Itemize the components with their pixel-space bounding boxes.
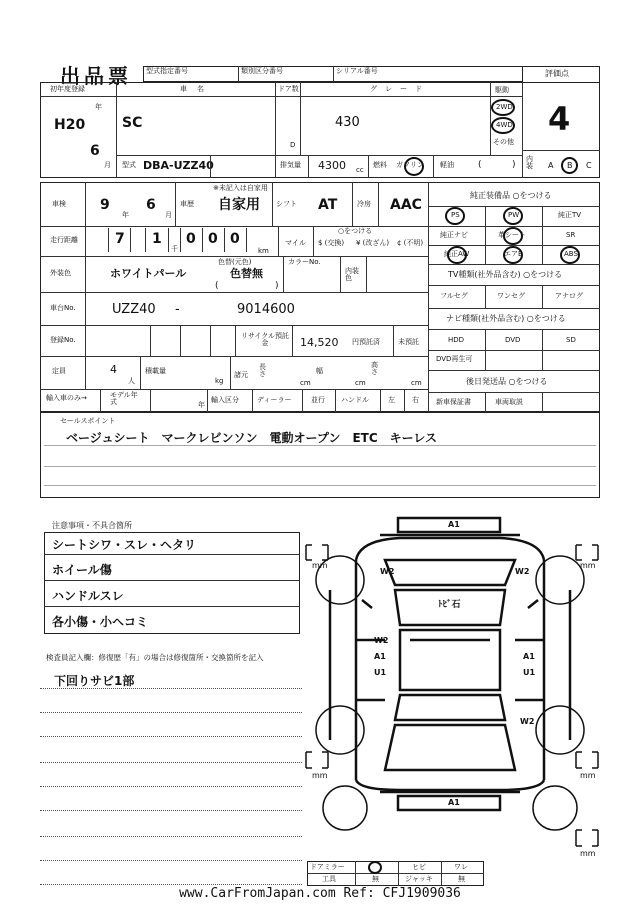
mark-left-side-3: U1 [374,668,387,677]
page-title: 出品票 [60,64,132,88]
mark-left-side-1: W2 [374,636,389,645]
equipment-title: 純正装備品 ○をつける [470,191,552,200]
tools-value: 無 [372,875,379,883]
mark-right-rear-wheel: W2 [520,717,535,726]
length-cm-unit: cm [300,379,311,387]
notes-label: 注意事項・不具合箇所 [52,521,132,530]
mark-label: ○をつける [338,227,373,235]
drive-2wd: 2WD [496,103,513,111]
navi-dvd: DVD [505,336,521,344]
mm-unit-5: mm [580,849,596,858]
mark-option-tampered: ¥ (改ざん) [356,239,390,247]
tv-title: TV種類(社外品含む) ○をつける [448,270,563,279]
dims-label: 諸元 [234,371,248,379]
equip-pw: PW [508,211,520,219]
thousand-unit: 千 [171,245,178,253]
rating-value: 4 [548,100,571,138]
color-label: 外装色 [50,269,71,277]
rating-label: 評価点 [545,69,569,78]
tv-analog: アナログ [555,292,583,300]
navi-hdd: HDD [448,336,465,344]
drive-other: その他 [493,138,514,146]
mm-unit-2: mm [580,561,596,570]
chassis-label: 車台No. [50,304,76,312]
mm-unit-4: mm [580,771,596,780]
repaint-value: 色替無 [230,267,263,280]
equip-abs: ABS [564,250,578,258]
km-unit: km [258,247,269,255]
light-oil-bracket-open: ( [478,160,482,170]
drive-label: 駆動 [495,86,509,94]
note-item-2: ホイール傷 [52,563,112,577]
mark-hood: ﾄﾋﾞ石 [438,600,461,610]
width-label: 幅 [316,367,323,375]
car-name-value: SC [122,115,143,131]
tv-fullseg: フルセグ [440,292,468,300]
note-item-1: シートシワ・スレ・ヘタリ [52,538,197,552]
tools-label: 工具 [322,875,336,883]
light-oil-label: 軽油 [440,161,454,169]
recycle-label: リサイクル預託金 [240,332,290,347]
break-label: ワレ [454,863,468,871]
capacity-label: 定員 [52,367,66,375]
length-label: 長さ [259,363,266,378]
history-value: 自家用 [218,197,260,213]
crack-label: ヒビ [412,863,426,871]
equip-tv: 純正TV [558,211,582,219]
model-year-unit: 年 [198,401,205,409]
doors-unit: D [290,141,296,149]
drive-4wd: 4WD [496,121,513,129]
ac-label: 冷房 [357,200,371,208]
category-label: 類別区分番号 [241,67,283,75]
mark-rear-bumper: A1 [448,798,460,807]
history-label: 車歴 [180,200,194,208]
tv-oneseg: ワンセグ [497,292,525,300]
fuel-value: ガソリン [396,161,424,169]
mileage-digit-5: 0 [230,231,240,247]
grade-value: 430 [335,115,360,130]
light-oil-bracket-close: ) [512,160,516,170]
right-label: 右 [412,396,419,404]
note-item-3: ハンドルスレ [52,589,124,603]
load-label: 積載量 [145,367,166,375]
mark-right-side-1: A1 [523,652,535,661]
height-cm-unit: cm [411,379,422,387]
mark-left-side-2: A1 [374,652,386,661]
capacity-value: 4 [110,363,117,376]
later-manual: 車両取説 [495,398,523,406]
inspection-year: 9 [100,197,110,213]
repaint-bracket-open: ( [215,281,219,291]
dealer-label: ディーラー [257,396,292,404]
sales-points-text: ベージュシート マークレビンソン 電動オープン ETC キーレス [66,431,438,445]
history-note: ※未記入は自家用 [213,184,268,192]
equip-navi: 純正ナビ [440,231,468,239]
door-mirror-circle [368,861,382,874]
repaint-label: 色替(元色) [218,258,252,266]
inspection-label: 車検 [52,200,66,208]
equip-leather: 革シート [498,231,526,239]
chassis-dash: - [175,302,180,317]
month-unit: 月 [104,161,111,169]
kg-unit: kg [215,377,224,385]
serial-label: シリアル番号 [336,67,378,75]
first-reg-label: 初年度登録 [50,85,85,93]
not-deposited-label: 未預託 [398,338,419,346]
mark-right-side-2: U1 [523,668,536,677]
interior-grade-b: B [567,161,573,170]
equip-ps: PS [451,211,460,219]
recycle-amount: 14,520 [300,336,339,349]
car-name-label: 車名 [180,85,214,93]
inspector-text: 下回りサビ1部 [54,674,135,688]
width-cm-unit: cm [355,379,366,387]
left-label: 左 [388,396,395,404]
reg-no-label: 登録No. [50,336,76,344]
inspection-year-unit: 年 [122,211,129,219]
import-label: 輸入車のみ→ [46,394,87,402]
mile-label: マイル [285,239,306,247]
year-unit: 年 [95,103,102,111]
height-label: 高さ [371,361,378,376]
mark-front-bumper: A1 [448,520,460,529]
doors-label: ドア数 [278,85,299,93]
equip-sr: SR [566,231,576,239]
inspection-month: 6 [146,197,156,213]
later-warranty: 新車保証書 [436,398,471,406]
model-cert-label: 型式指定番号 [146,67,188,75]
shift-label: シフト [276,200,297,208]
interior-color-label: 内装色 [345,267,359,282]
cc-unit: cc [356,166,364,174]
color-value: ホワイトパール [110,267,187,280]
import-type-label: 輸入区分 [211,396,239,404]
handle-label: ハンドル [341,396,369,404]
model-label: 型式 [122,161,136,169]
jack-label: ジャッキ [405,875,433,883]
equip-aw: 純正AW [444,250,470,258]
chassis-no: 9014600 [237,302,295,317]
color-no-label: カラーNo. [288,258,321,266]
first-reg-month: 6 [90,143,100,159]
mileage-digit-4: 0 [208,231,218,247]
parallel-label: 並行 [311,396,325,404]
interior-grade-c: C [586,161,592,170]
mm-unit-3: mm [312,771,328,780]
inspection-month-unit: 月 [165,211,172,219]
shift-value: AT [318,197,338,213]
dvd-label: DVD再生可 [436,355,473,363]
later-title: 後日発送品 ○をつける [466,377,548,386]
mileage-digit-1: 7 [115,231,125,247]
displacement-value: 4300 [318,159,346,172]
interior-label: 内装 [526,155,533,170]
jack-value: 無 [458,875,465,883]
mark-option-unknown: ¢ (不明) [397,239,424,247]
capacity-unit: 人 [128,377,135,385]
first-reg-year: H20 [54,117,86,133]
mark-left-front-wheel: W2 [380,567,395,576]
interior-grade-a: A [548,161,554,170]
inspector-label: 検査員記入欄：修復歴「有」の場合は修復箇所・交換箇所を記入 [46,653,264,662]
grade-label: グレード [370,85,430,93]
mileage-label: 走行距離 [50,236,78,244]
model-value: DBA-UZZ40 [143,159,214,172]
displacement-label: 排気量 [280,161,301,169]
note-item-4: 各小傷・小ヘコミ [52,615,149,629]
sales-points-label: セールスポイント [60,417,116,425]
navi-sd: SD [566,336,576,344]
mileage-digit-3: 0 [186,231,196,247]
model-year-label: モデル年式 [110,391,138,406]
equip-airbag: エアB [504,250,523,258]
mileage-digit-2: 1 [152,231,162,247]
chassis-prefix: UZZ40 [112,302,156,317]
door-mirror-label: ドアミラー [310,863,345,871]
repaint-bracket-close: ) [275,281,279,291]
fuel-label: 燃料 [373,161,387,169]
navi-title: ナビ種類(社外品含む) ○をつける [446,314,566,323]
recycle-unit: 円預託済 [352,338,380,346]
ac-value: AAC [390,197,422,213]
footer-reference: www.CarFromJapan.com Ref: CFJ1909036 [179,886,461,901]
mm-unit-1: mm [312,561,328,570]
mark-option-exchange: $ (交換) [318,239,345,247]
mark-right-front-wheel: W2 [515,567,530,576]
